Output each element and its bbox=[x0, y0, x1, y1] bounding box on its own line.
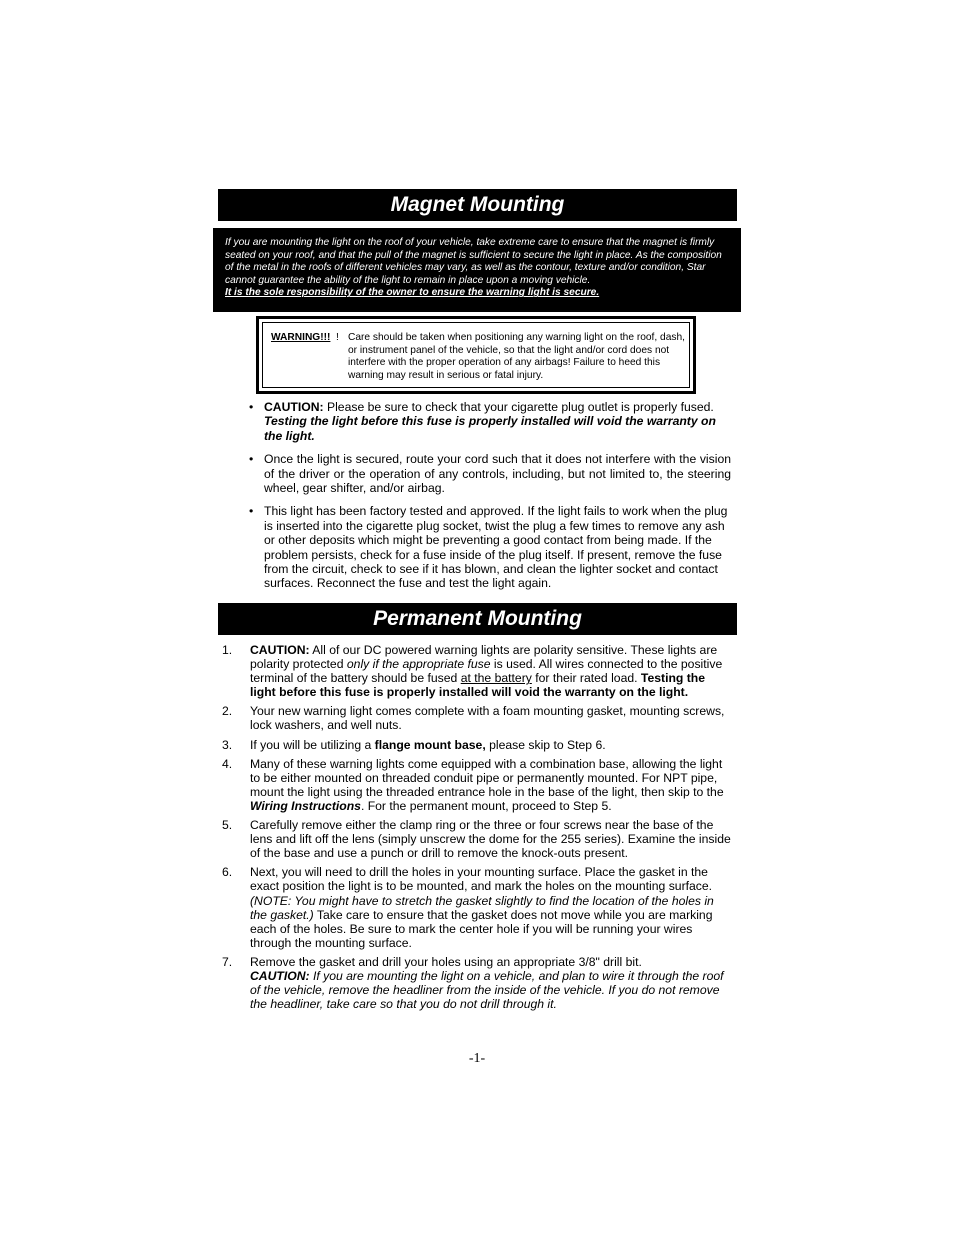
permanent-mounting-heading: Permanent Mounting bbox=[218, 603, 737, 635]
step-text-bold: flange mount base, bbox=[374, 737, 486, 752]
step-number: 2. bbox=[222, 704, 233, 719]
step-text: Take care to ensure that the gasket does not move while you are marking each of the holes. Be sure to mark the center hole if you will be running your wires through the mounting surface. bbox=[250, 907, 713, 950]
bullet-marker: • bbox=[249, 504, 254, 519]
step-text-italic: only if the appropriate fuse bbox=[346, 657, 491, 672]
step-4 bbox=[222, 757, 732, 813]
step-7 bbox=[222, 955, 732, 1011]
step-number: 6. bbox=[222, 865, 233, 880]
step-text-underlined: at the battery bbox=[460, 671, 532, 686]
bullet-troubleshooting bbox=[249, 504, 731, 590]
caution-label: CAUTION: bbox=[250, 643, 310, 657]
step-text: Your new warning light comes complete with a foam mounting gasket, mounting screws, lock washers, and well nuts. bbox=[250, 704, 725, 733]
bullet-text: This light has been factory tested and approved. If the light fails to work when the plug is inserted into the cigarette plug socket, twist the plug a few times to remove any ash or other deposits which might be preventing a good contact from being made. If the problem persists, check for a fuse inside of the plug itself. If present, remove the fuse from the circuit, check to see if it has blown, and clean the lighter socket and contact surfaces. Reconnect the fuse and test the light again. bbox=[264, 504, 728, 591]
page-number: -1- bbox=[468, 1051, 486, 1066]
step-number: 3. bbox=[222, 737, 233, 752]
bullet-emphasis: Testing the light before this fuse is properly installed will void the warranty on the light. bbox=[264, 414, 716, 443]
magnet-mounting-heading: Magnet Mounting bbox=[218, 189, 737, 221]
step-1 bbox=[222, 643, 732, 699]
step-text: If you will be utilizing a bbox=[250, 737, 375, 752]
warning-text: Care should be taken when positioning any warning light on the roof, dash, or instrument panel of the vehicle, so that the light and/or cord does not interfere with the proper operation of any airbags! Failure to heed this warning may result in serious or fatal injury. bbox=[348, 332, 685, 381]
step-2 bbox=[222, 704, 732, 732]
warning-box-inner bbox=[262, 322, 690, 388]
bullet-caution-fuse bbox=[249, 400, 731, 443]
bullet-marker: • bbox=[249, 452, 254, 467]
step-text: for their rated load. bbox=[531, 671, 641, 686]
step-text: please skip to Step 6. bbox=[485, 737, 606, 752]
bullet-text: Once the light is secured, route your cord such that it does not interfere with the vision of the driver or the operation of any controls, including, but not limited to, the steering wheel, gear shifter, and/or airbag. bbox=[264, 452, 731, 496]
magnet-bullet-list bbox=[249, 400, 731, 591]
step-text: Many of these warning lights come equipped with a combination base, allowing the light to be either mounted on threaded conduit pipe or permanently mounted. For NPT pipe, mount the light using the threaded entrance hole in the base of the light, then skip to the bbox=[250, 756, 724, 799]
step-5 bbox=[222, 818, 732, 860]
step-text: is used. All wires connected to the positive terminal of the battery should be fused bbox=[250, 657, 723, 686]
permanent-steps-list bbox=[222, 643, 732, 1016]
step-text-bold: Testing the light before this fuse is properly installed will void the warranty on the light. bbox=[250, 671, 706, 700]
step-number: 5. bbox=[222, 818, 233, 833]
step-note-italic: (NOTE: You might have to stretch the gasket slightly to find the location of the holes in the gasket.) bbox=[250, 893, 714, 922]
warning-exclamation: ! bbox=[336, 332, 339, 343]
step-text: . For the permanent mount, proceed to Step 5. bbox=[360, 798, 612, 813]
caution-label: CAUTION: bbox=[264, 400, 324, 414]
step-number: 7. bbox=[222, 954, 233, 969]
step-text: Carefully remove either the clamp ring or the three or four screws near the base of the lens and lift off the lens (simply unscrew the dome for the 255 series). Examine the inside of the base and use a punch or drill to remove the knock-outs present. bbox=[250, 818, 731, 861]
step-text: Next, you will need to drill the holes in your mounting surface. Place the gasket in the exact position the light is to be mounted, and mark the holes on the mounting surface. bbox=[250, 865, 713, 894]
warning-label: WARNING!!! bbox=[271, 332, 331, 343]
bullet-cord-routing bbox=[249, 452, 731, 495]
step-text: Remove the gasket and drill your holes using an appropriate 3/8" drill bit. bbox=[250, 954, 642, 969]
notice-text: If you are mounting the light on the roof of your vehicle, take extreme care to ensure that the magnet is firmly seated on your roof, and that the pull of the magnet is sufficient to secure the light in place. As the composition of the metal in the roofs of different vehicles may vary, as well as the contour, texture and/or condition, Star cannot guarantee the ability of the light to remain in place upon a moving vehicle. bbox=[225, 237, 722, 286]
step-number: 4. bbox=[222, 756, 233, 771]
wiring-instructions-reference: Wiring Instructions bbox=[250, 798, 361, 813]
step-text: All of our DC powered warning lights are polarity sensitive. These lights are polarity protected bbox=[250, 643, 718, 672]
step-number: 1. bbox=[222, 643, 233, 657]
bullet-marker: • bbox=[249, 400, 254, 414]
bullet-text: Please be sure to check that your cigarette plug outlet is properly fused. bbox=[323, 400, 714, 414]
step-3 bbox=[222, 738, 732, 752]
warning-box bbox=[256, 316, 696, 394]
notice-emphasis: It is the sole responsibility of the owner to ensure the warning light is secure. bbox=[225, 287, 600, 299]
step-6 bbox=[222, 865, 732, 950]
magnet-notice-box bbox=[213, 228, 741, 312]
step-text-italic: If you are mounting the light on a vehicle, and plan to wire it through the roof of the vehicle, remove the headliner from the inside of the vehicle. If you do not remove the headliner, take care so that you do not drill through it. bbox=[250, 968, 724, 1012]
caution-label: CAUTION: bbox=[250, 968, 310, 983]
